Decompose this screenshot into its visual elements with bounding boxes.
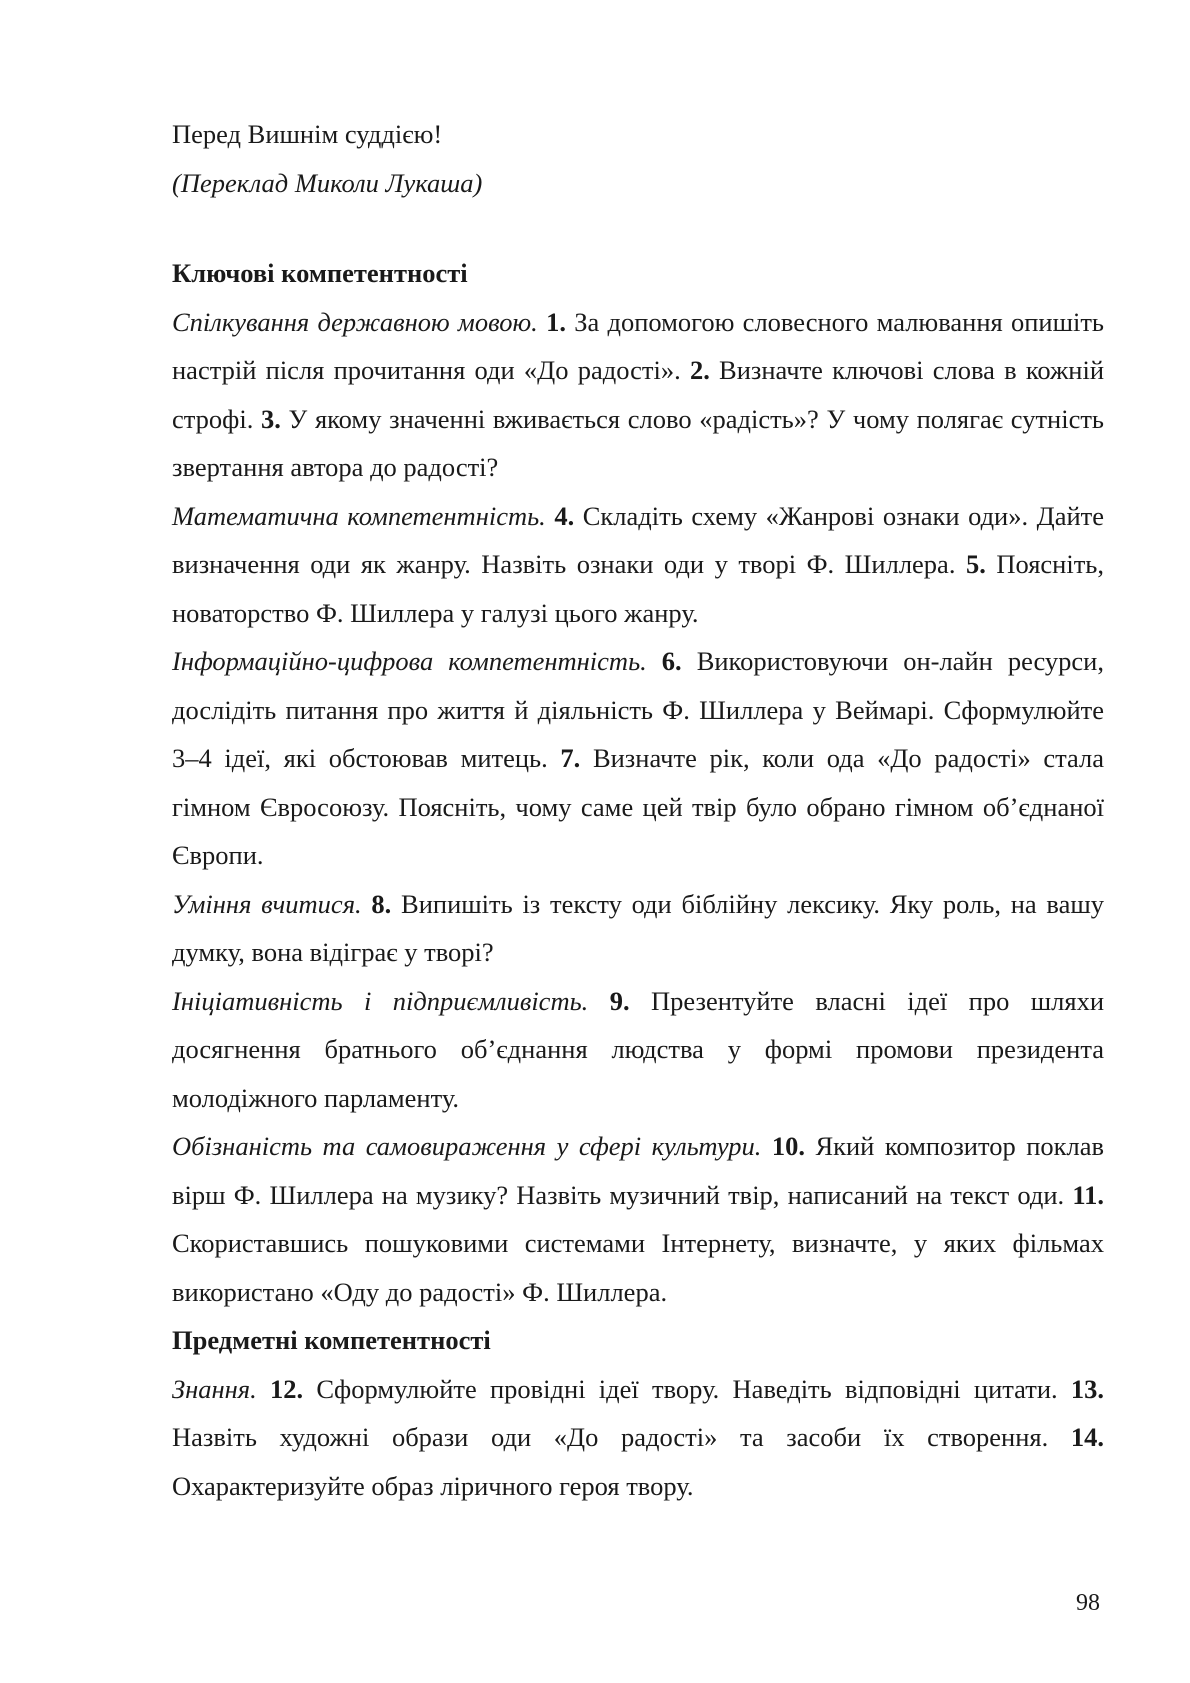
task-number: 2. [689,355,710,385]
task-text: Визначте рік, коли ода «До радості» стала гімном Євросоюзу. Поясніть, чому саме цей твір було обрано гімном об’єднаної Європи. [172,743,1104,870]
task-text: Охарактеризуйте образ ліричного героя твору. [172,1470,694,1501]
competence-label: Знання. [172,1373,257,1404]
task-text: За допомогою словесного малювання опишіть настрій після прочитання оди «До радості». [172,306,1104,385]
competence-label: Спілкування державною мовою. [172,306,538,337]
task-number: 3. [261,403,281,434]
competence-paragraph [172,880,1104,977]
competence-paragraph [172,1122,1104,1316]
task-number: 4. [554,500,575,531]
task-text: Який композитор поклав вірш Ф. Шиллера на музику? Назвіть музичний твір, написаний на текст оди. [172,1131,1104,1210]
task-text: Складіть схему «Жанрові ознаки оди». Дайте визначення оди як жанру. Назвіть ознаки оди у творі Ф. Шиллера. [172,500,1105,579]
task-number: 11. [1072,1179,1104,1210]
task-text: Сформулюйте провідні ідеї твору. Наведіть відповідні цитати. [303,1373,1071,1404]
competence-paragraph [172,977,1104,1123]
competence-label: Обізнаність та самовираження у сфері культури. [172,1131,762,1161]
page-content [172,110,1104,1510]
key-competences-heading: Ключові компетентності [172,258,468,288]
competence-label: Математична компетентність. [172,500,546,531]
competence-paragraph [172,492,1104,638]
task-number: 14. [1070,1422,1104,1452]
task-number: 13. [1070,1373,1104,1404]
task-number: 9. [609,985,630,1016]
task-text: Визначте ключові слова в кожній строфі. [172,355,1105,434]
task-number: 7. [560,743,581,773]
competence-label: Інформаційно-цифрова компетентність. [172,646,647,676]
task-text: Використовуючи он-лайн ресурси, дослідіть питання про життя й діяльність Ф. Шиллера у Веймарі. Сформулюйте 3–4 ідеї, які обстоював митець. [172,646,1104,773]
task-number: 12. [270,1373,304,1404]
subject-competences-heading: Предметні компетентності [172,1325,491,1355]
translation-note: (Переклад Миколи Лукаша) [172,167,483,198]
task-text: Випишіть із тексту оди біблійну лексику. Яку роль, на вашу думку, вона відіграє у творі? [172,888,1105,967]
task-number: 10. [771,1131,805,1161]
task-text: Презентуйте власні ідеї про шляхи досягнення братнього об’єднання людства у формі промови президента молодіжного парламенту. [172,985,1104,1113]
competence-label: Ініціативність і підприємливість. [172,985,589,1016]
task-number: 5. [965,549,986,579]
poem-last-line: Перед Вишнім суддією! [172,119,443,149]
task-number: 1. [546,306,566,337]
task-text: У якому значенні вживається слово «радість»? У чому полягає сутність звертання автора до радості? [172,403,1104,482]
competence-paragraph [172,298,1104,492]
task-number: 8. [371,888,392,919]
page-number: 98 [1076,1590,1100,1616]
section-gap [172,207,1104,249]
task-text: Назвіть художні образи оди «До радості» та засоби їх створення. [172,1422,1071,1452]
task-text: Поясніть, новаторство Ф. Шиллера у галузі цього жанру. [172,549,1105,628]
task-number: 6. [661,646,682,676]
competence-label: Уміння вчитися. [172,888,362,919]
task-text: Скориставшись пошуковими системами Інтернету, визначте, у яких фільмах використано «Оду до радості» Ф. Шиллера. [172,1228,1104,1307]
competence-paragraph [172,1365,1104,1511]
competence-paragraph [172,637,1104,880]
